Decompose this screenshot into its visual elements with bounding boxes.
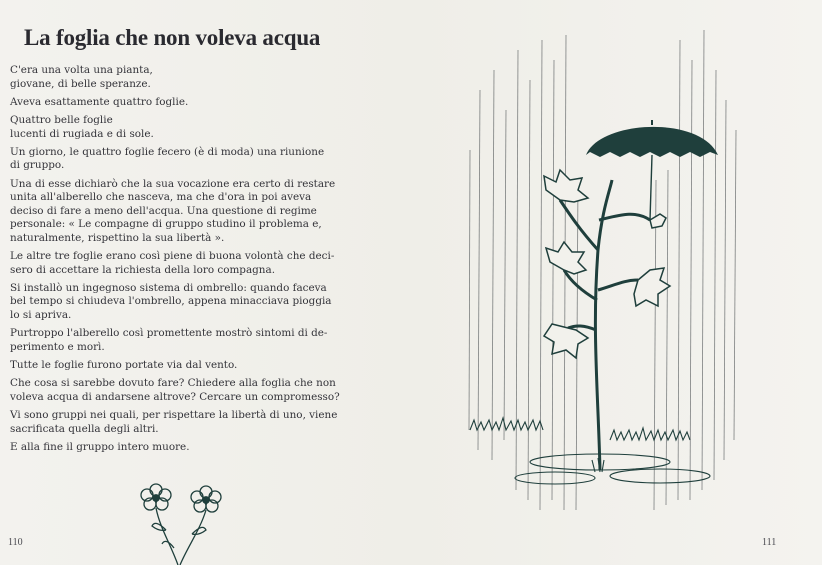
text-line: Si installò un ingegnoso sistema di ombrello: quando faceva [10,281,327,294]
paragraph [10,64,382,91]
text-line: lucenti di rugiada e di sole. [10,127,154,140]
rain-streaks [469,30,736,510]
page-number-right: 111 [762,537,777,548]
paragraph [10,409,382,436]
text-line: deciso di fare a meno dell'acqua. Una questione di regime [10,204,317,217]
page-title: La foglia che non voleva acqua [24,25,321,51]
grass-icon [470,418,710,484]
paragraph [10,441,382,455]
text-line: sacrificata quella degli altri. [10,422,159,435]
paragraph [10,178,382,246]
text-line: bel tempo si chiudeva l'ombrello, appena minacciava pioggia [10,295,332,308]
text-line: lo si apriva. [10,309,72,322]
text-line: giovane, di belle speranze. [10,77,151,90]
text-line: Purtroppo l'alberello così promettente mostrò sintomi di de- [10,327,328,340]
text-line: Tutte le foglie furono portate via dal vento. [10,359,238,372]
text-line: naturalmente, rispettino la sua libertà ». [10,231,225,244]
text-line: Quattro belle foglie [10,113,113,126]
text-line: voleva acqua di andarsene altrove? Cercare un compromesso? [10,390,340,403]
flowers-illustration [130,478,230,565]
text-line: Aveva esattamente quattro foglie. [10,95,189,108]
flower-icon [191,486,221,512]
text-line: unita all'alberello che nasceva, ma che d'ora in poi aveva [10,191,312,204]
paragraph [10,282,382,323]
paragraph [10,250,382,277]
paragraph [10,146,382,173]
text-line: C'era una volta una pianta, [10,64,153,76]
text-line: perimento e morì. [10,340,105,353]
paragraph [10,96,382,110]
page-number-left: 110 [8,537,23,548]
story-text [10,64,382,459]
text-line: di gruppo. [10,159,65,172]
text-line: Una di esse dichiarò che la sua vocazione era certo di restare [10,177,336,190]
paragraph [10,377,382,404]
text-line: Vi sono gruppi nei quali, per rispettare la libertà di uno, viene [10,409,338,421]
paragraph [10,114,382,141]
text-line: sero di accettare la richiesta della loro compagna. [10,263,275,276]
tree-icon [560,180,650,470]
paragraph [10,327,382,354]
paragraph [10,359,382,373]
rain-tree-illustration [460,30,750,520]
text-line: Un giorno, le quattro foglie fecero (è di moda) una riunione [10,145,325,158]
text-line: E alla fine il gruppo intero muore. [10,440,190,453]
text-line: personale: « Le compagne di gruppo studino il problema e, [10,218,322,231]
text-line: Che cosa si sarebbe dovuto fare? Chiedere alla foglia che non [10,377,336,390]
text-line: Le altre tre foglie erano così piene di buona volontà che deci- [10,250,335,263]
flower-icon [141,484,171,510]
